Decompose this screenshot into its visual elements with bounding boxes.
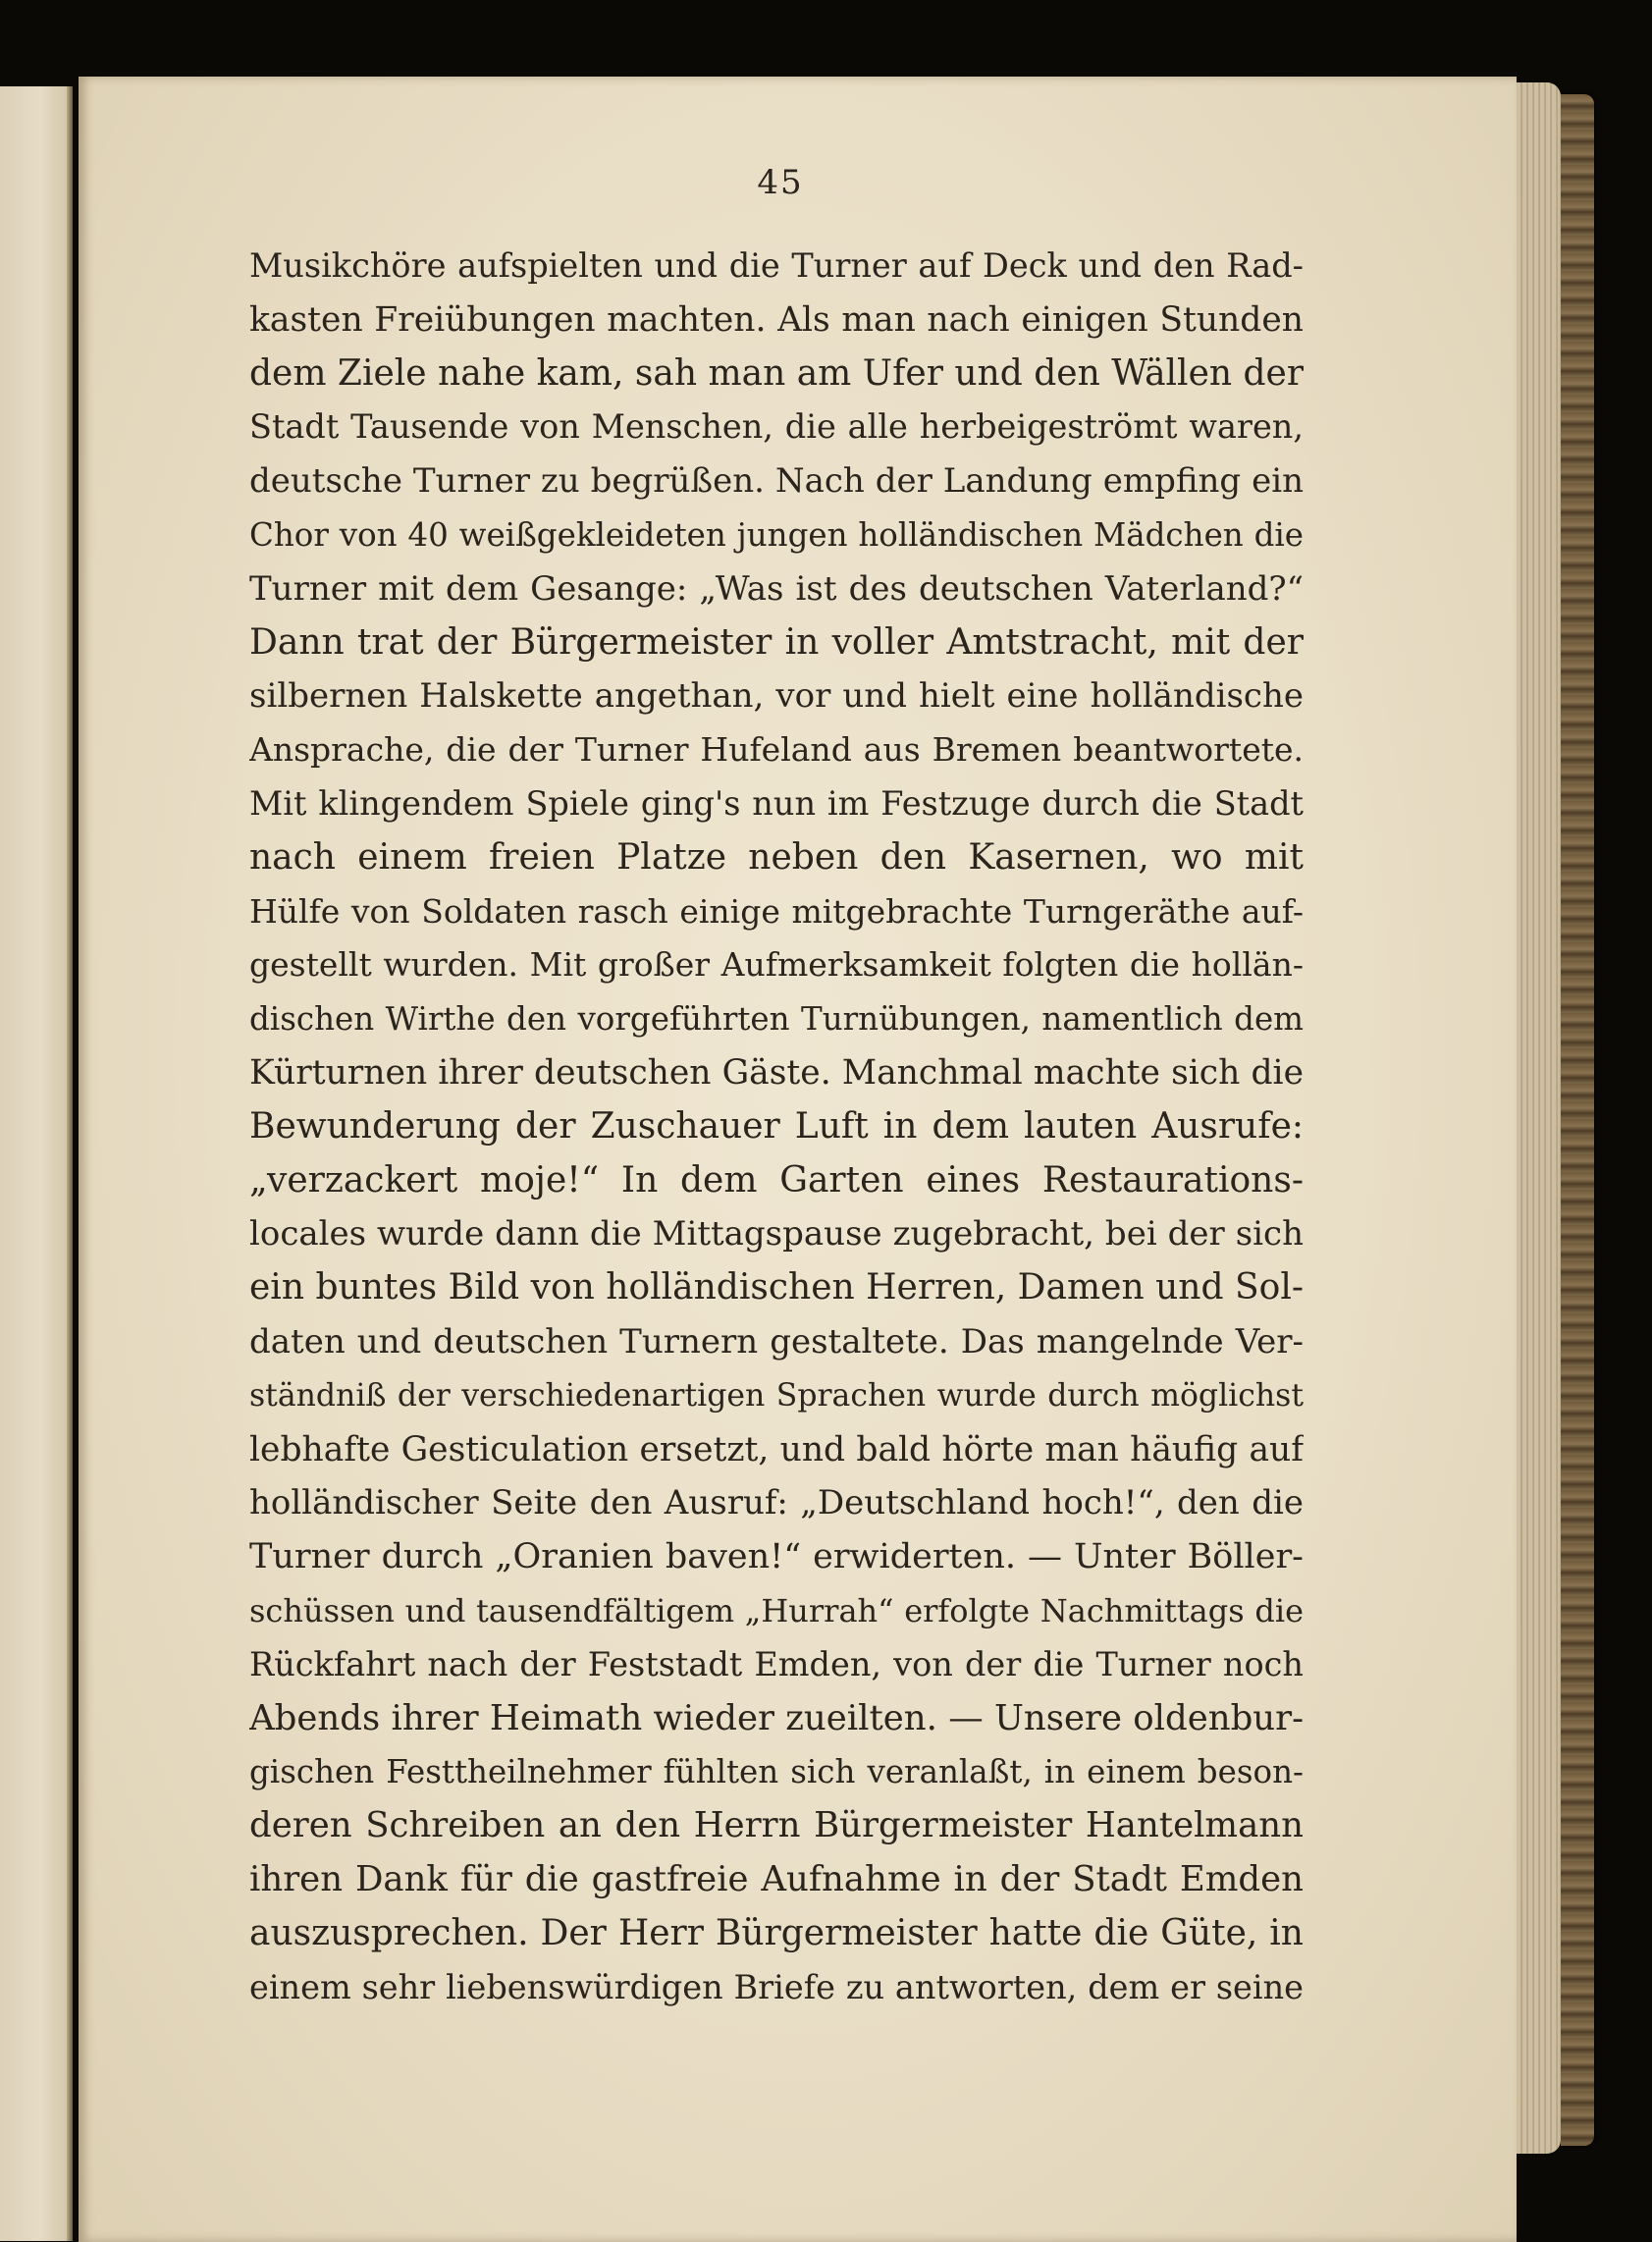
book-cover-edge xyxy=(1561,94,1594,2146)
text-line: „verzackert moje!“ In dem Garten eines Restaurations- xyxy=(249,1159,1304,1201)
text-line: Musikchöre aufspielten und die Turner auf Deck und den Rad- xyxy=(249,246,1304,285)
text-line: dem Ziele nahe kam, sah man am Ufer und den Wällen der xyxy=(249,352,1304,394)
left-page-edge xyxy=(0,86,73,2241)
text-line: lebhafte Gesticulation ersetzt, und bald hörte man häufig auf xyxy=(249,1429,1304,1469)
text-line: Bewunderung der Zuschauer Luft in dem lauten Ausrufe: xyxy=(249,1105,1304,1147)
text-line: einem sehr liebenswürdigen Briefe zu antworten, dem er seine xyxy=(249,1967,1304,2006)
book-gutter xyxy=(67,86,73,2241)
text-line: dischen Wirthe den vorgeführten Turnübungen, namentlich dem xyxy=(249,1000,1304,1039)
text-line: silbernen Halskette angethan, vor und hielt eine holländische xyxy=(249,676,1304,717)
text-line: deren Schreiben an den Herrn Bürgermeister Hantelmann xyxy=(249,1805,1304,1846)
text-line: gischen Festtheilnehmer fühlten sich veranlaßt, in einem beson- xyxy=(249,1753,1304,1791)
page-number: 45 xyxy=(757,163,804,202)
page-body-text xyxy=(249,240,1304,2014)
text-line: Mit klingendem Spiele ging's nun im Festzuge durch die Stadt xyxy=(249,783,1304,823)
text-line: nach einem freien Platze neben den Kasernen, wo mit xyxy=(249,836,1304,878)
text-line: Dann trat der Bürgermeister in voller Amtstracht, mit der xyxy=(249,621,1304,663)
text-line: Stadt Tausende von Menschen, die alle herbeigeströmt waren, xyxy=(249,407,1304,447)
text-line: Turner durch „Oranien baven!“ erwiderten. — Unter Böller- xyxy=(249,1537,1304,1577)
text-line: Kürturnen ihrer deutschen Gäste. Manchmal machte sich die xyxy=(249,1052,1304,1093)
text-line: Ansprache, die der Turner Hufeland aus Bremen beantwortete. xyxy=(249,730,1304,770)
page-edges xyxy=(1512,82,1561,2154)
text-line: daten und deutschen Turnern gestaltete. Das mangelnde Ver- xyxy=(249,1321,1304,1361)
text-line: gestellt wurden. Mit großer Aufmerksamkeit folgten die hollän- xyxy=(249,945,1304,985)
text-line: schüssen und tausendfältigem „Hurrah“ erfolgte Nachmittags die xyxy=(249,1591,1304,1629)
text-line: ihren Dank für die gastfreie Aufnahme in der Stadt Emden xyxy=(249,1858,1304,1899)
text-line: Rückfahrt nach der Feststadt Emden, von der die Turner noch xyxy=(249,1644,1304,1683)
text-line: Chor von 40 weißgekleideten jungen holländischen Mädchen die xyxy=(249,515,1304,554)
text-line: holländischer Seite den Ausruf: „Deutschland hoch!“, den die xyxy=(249,1483,1304,1523)
text-line: ein buntes Bild von holländischen Herren, Damen und Sol- xyxy=(249,1267,1304,1308)
text-line: Abends ihrer Heimath wieder zueilten. — Unsere oldenbur- xyxy=(249,1697,1304,1738)
text-line: auszusprechen. Der Herr Bürgermeister hatte die Güte, in xyxy=(249,1912,1304,1953)
text-line: Turner mit dem Gesange: „Was ist des deutschen Vaterland?“ xyxy=(249,568,1304,609)
text-line: deutsche Turner zu begrüßen. Nach der Landung empfing ein xyxy=(249,461,1304,502)
text-line: kasten Freiübungen machten. Als man nach einigen Stunden xyxy=(249,299,1304,340)
text-line: ständniß der verschiedenartigen Sprachen wurde durch möglichst xyxy=(249,1377,1304,1414)
text-line: Hülfe von Soldaten rasch einige mitgebrachte Turngeräthe auf- xyxy=(249,891,1304,931)
text-line: locales wurde dann die Mittagspause zugebracht, bei der sich xyxy=(249,1214,1304,1254)
